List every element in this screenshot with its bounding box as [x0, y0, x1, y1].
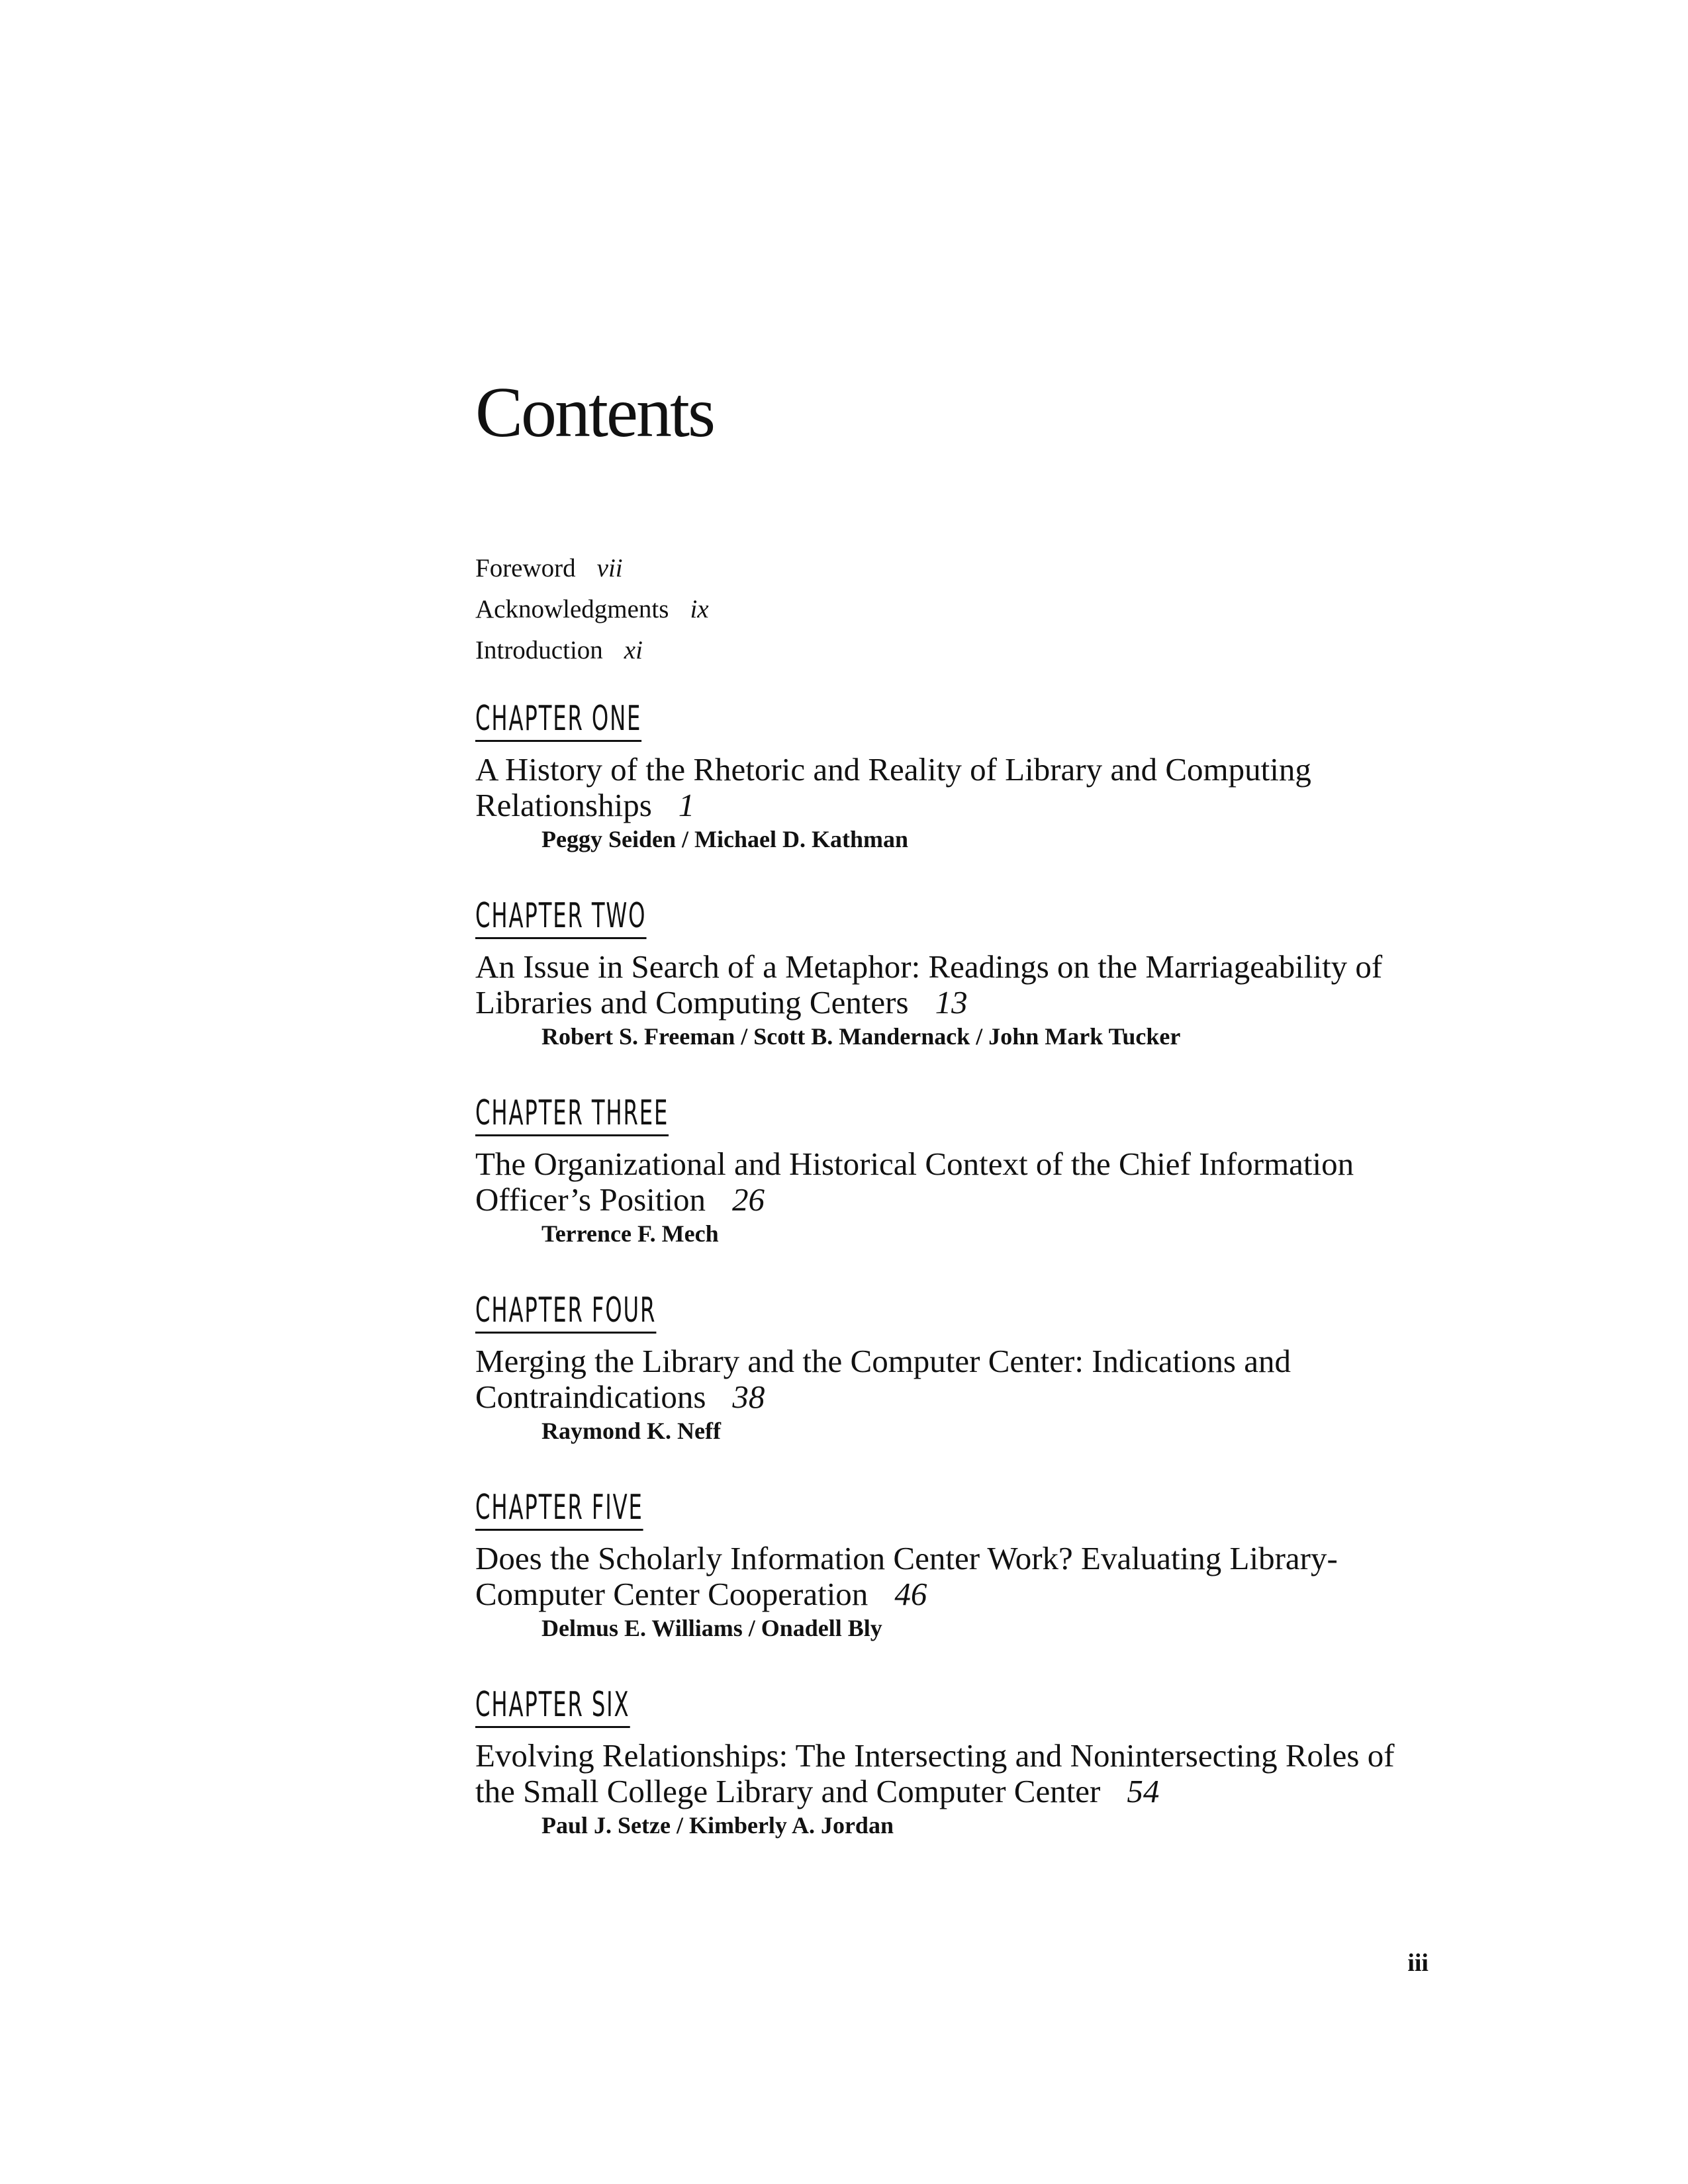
chapter-page-number: 1 — [678, 787, 695, 823]
chapter-label: CHAPTER FIVE — [475, 1490, 643, 1531]
chapter-page-number: 54 — [1127, 1773, 1160, 1809]
chapter-page-number: 38 — [732, 1379, 765, 1415]
chapter-entry-three[interactable] — [475, 1093, 1429, 1248]
chapter-title — [475, 1343, 1429, 1415]
chapter-title — [475, 949, 1429, 1021]
front-matter-item-foreword[interactable] — [475, 548, 709, 589]
chapter-title-line: A History of the Rhetoric and Reality of Library and Computing — [475, 751, 1311, 788]
chapter-title-line: Does the Scholarly Information Center Work? Evaluating Library- — [475, 1540, 1338, 1576]
chapter-title-line: An Issue in Search of a Metaphor: Readings on the Marriageability of — [475, 948, 1383, 985]
chapter-entry-four[interactable] — [475, 1293, 1429, 1445]
chapter-label: CHAPTER TWO — [475, 899, 646, 939]
chapter-title-line: Relationships — [475, 787, 652, 823]
front-matter-label: Foreword — [475, 554, 576, 582]
chapter-title-line: Libraries and Computing Centers — [475, 984, 909, 1021]
chapter-entry-five[interactable] — [475, 1490, 1429, 1643]
page-title: Contents — [475, 373, 714, 452]
chapter-authors: Raymond K. Neff — [541, 1418, 721, 1444]
chapter-title-line: Evolving Relationships: The Intersecting and Nonintersecting Roles of — [475, 1737, 1395, 1774]
chapter-entry-one[interactable] — [475, 699, 1429, 854]
chapter-entry-six[interactable] — [475, 1685, 1429, 1840]
chapter-authors: Paul J. Setze / Kimberly A. Jordan — [541, 1812, 894, 1839]
front-matter-page: xi — [624, 636, 643, 664]
front-matter-item-acknowledgments[interactable] — [475, 589, 709, 630]
chapter-title-line: Officer’s Position — [475, 1181, 706, 1218]
front-matter-label: Introduction — [475, 636, 603, 664]
front-matter-page: ix — [690, 595, 709, 623]
front-matter-list — [475, 548, 709, 671]
front-matter-item-introduction[interactable] — [475, 630, 709, 671]
chapter-title-line: Contraindications — [475, 1379, 706, 1415]
chapter-label: CHAPTER FOUR — [475, 1293, 656, 1334]
chapter-title-line: Merging the Library and the Computer Center: Indications and — [475, 1343, 1291, 1379]
chapter-page-number: 46 — [894, 1576, 927, 1612]
chapter-authors: Delmus E. Williams / Onadell Bly — [541, 1615, 882, 1641]
chapter-label: CHAPTER THREE — [475, 1096, 669, 1136]
chapter-authors: Terrence F. Mech — [541, 1220, 719, 1247]
chapter-authors: Robert S. Freeman / Scott B. Mandernack / John Mark Tucker — [541, 1023, 1181, 1050]
chapter-title — [475, 1146, 1429, 1218]
chapter-title — [475, 1738, 1429, 1809]
page-number-folio: iii — [1407, 1949, 1429, 1977]
chapter-title — [475, 752, 1429, 823]
chapter-label: CHAPTER ONE — [475, 702, 641, 742]
chapter-title-line: Computer Center Cooperation — [475, 1576, 868, 1612]
chapter-title — [475, 1541, 1429, 1612]
chapter-title-line: The Organizational and Historical Context of the Chief Information — [475, 1146, 1354, 1182]
front-matter-label: Acknowledgments — [475, 595, 669, 623]
chapter-authors: Peggy Seiden / Michael D. Kathman — [541, 826, 908, 852]
chapter-entry-two[interactable] — [475, 896, 1429, 1051]
chapter-page-number: 26 — [731, 1181, 765, 1218]
front-matter-page: vii — [596, 554, 623, 582]
chapter-label: CHAPTER SIX — [475, 1688, 630, 1728]
chapter-title-line: the Small College Library and Computer Center — [475, 1773, 1101, 1809]
chapter-page-number: 13 — [935, 984, 968, 1021]
